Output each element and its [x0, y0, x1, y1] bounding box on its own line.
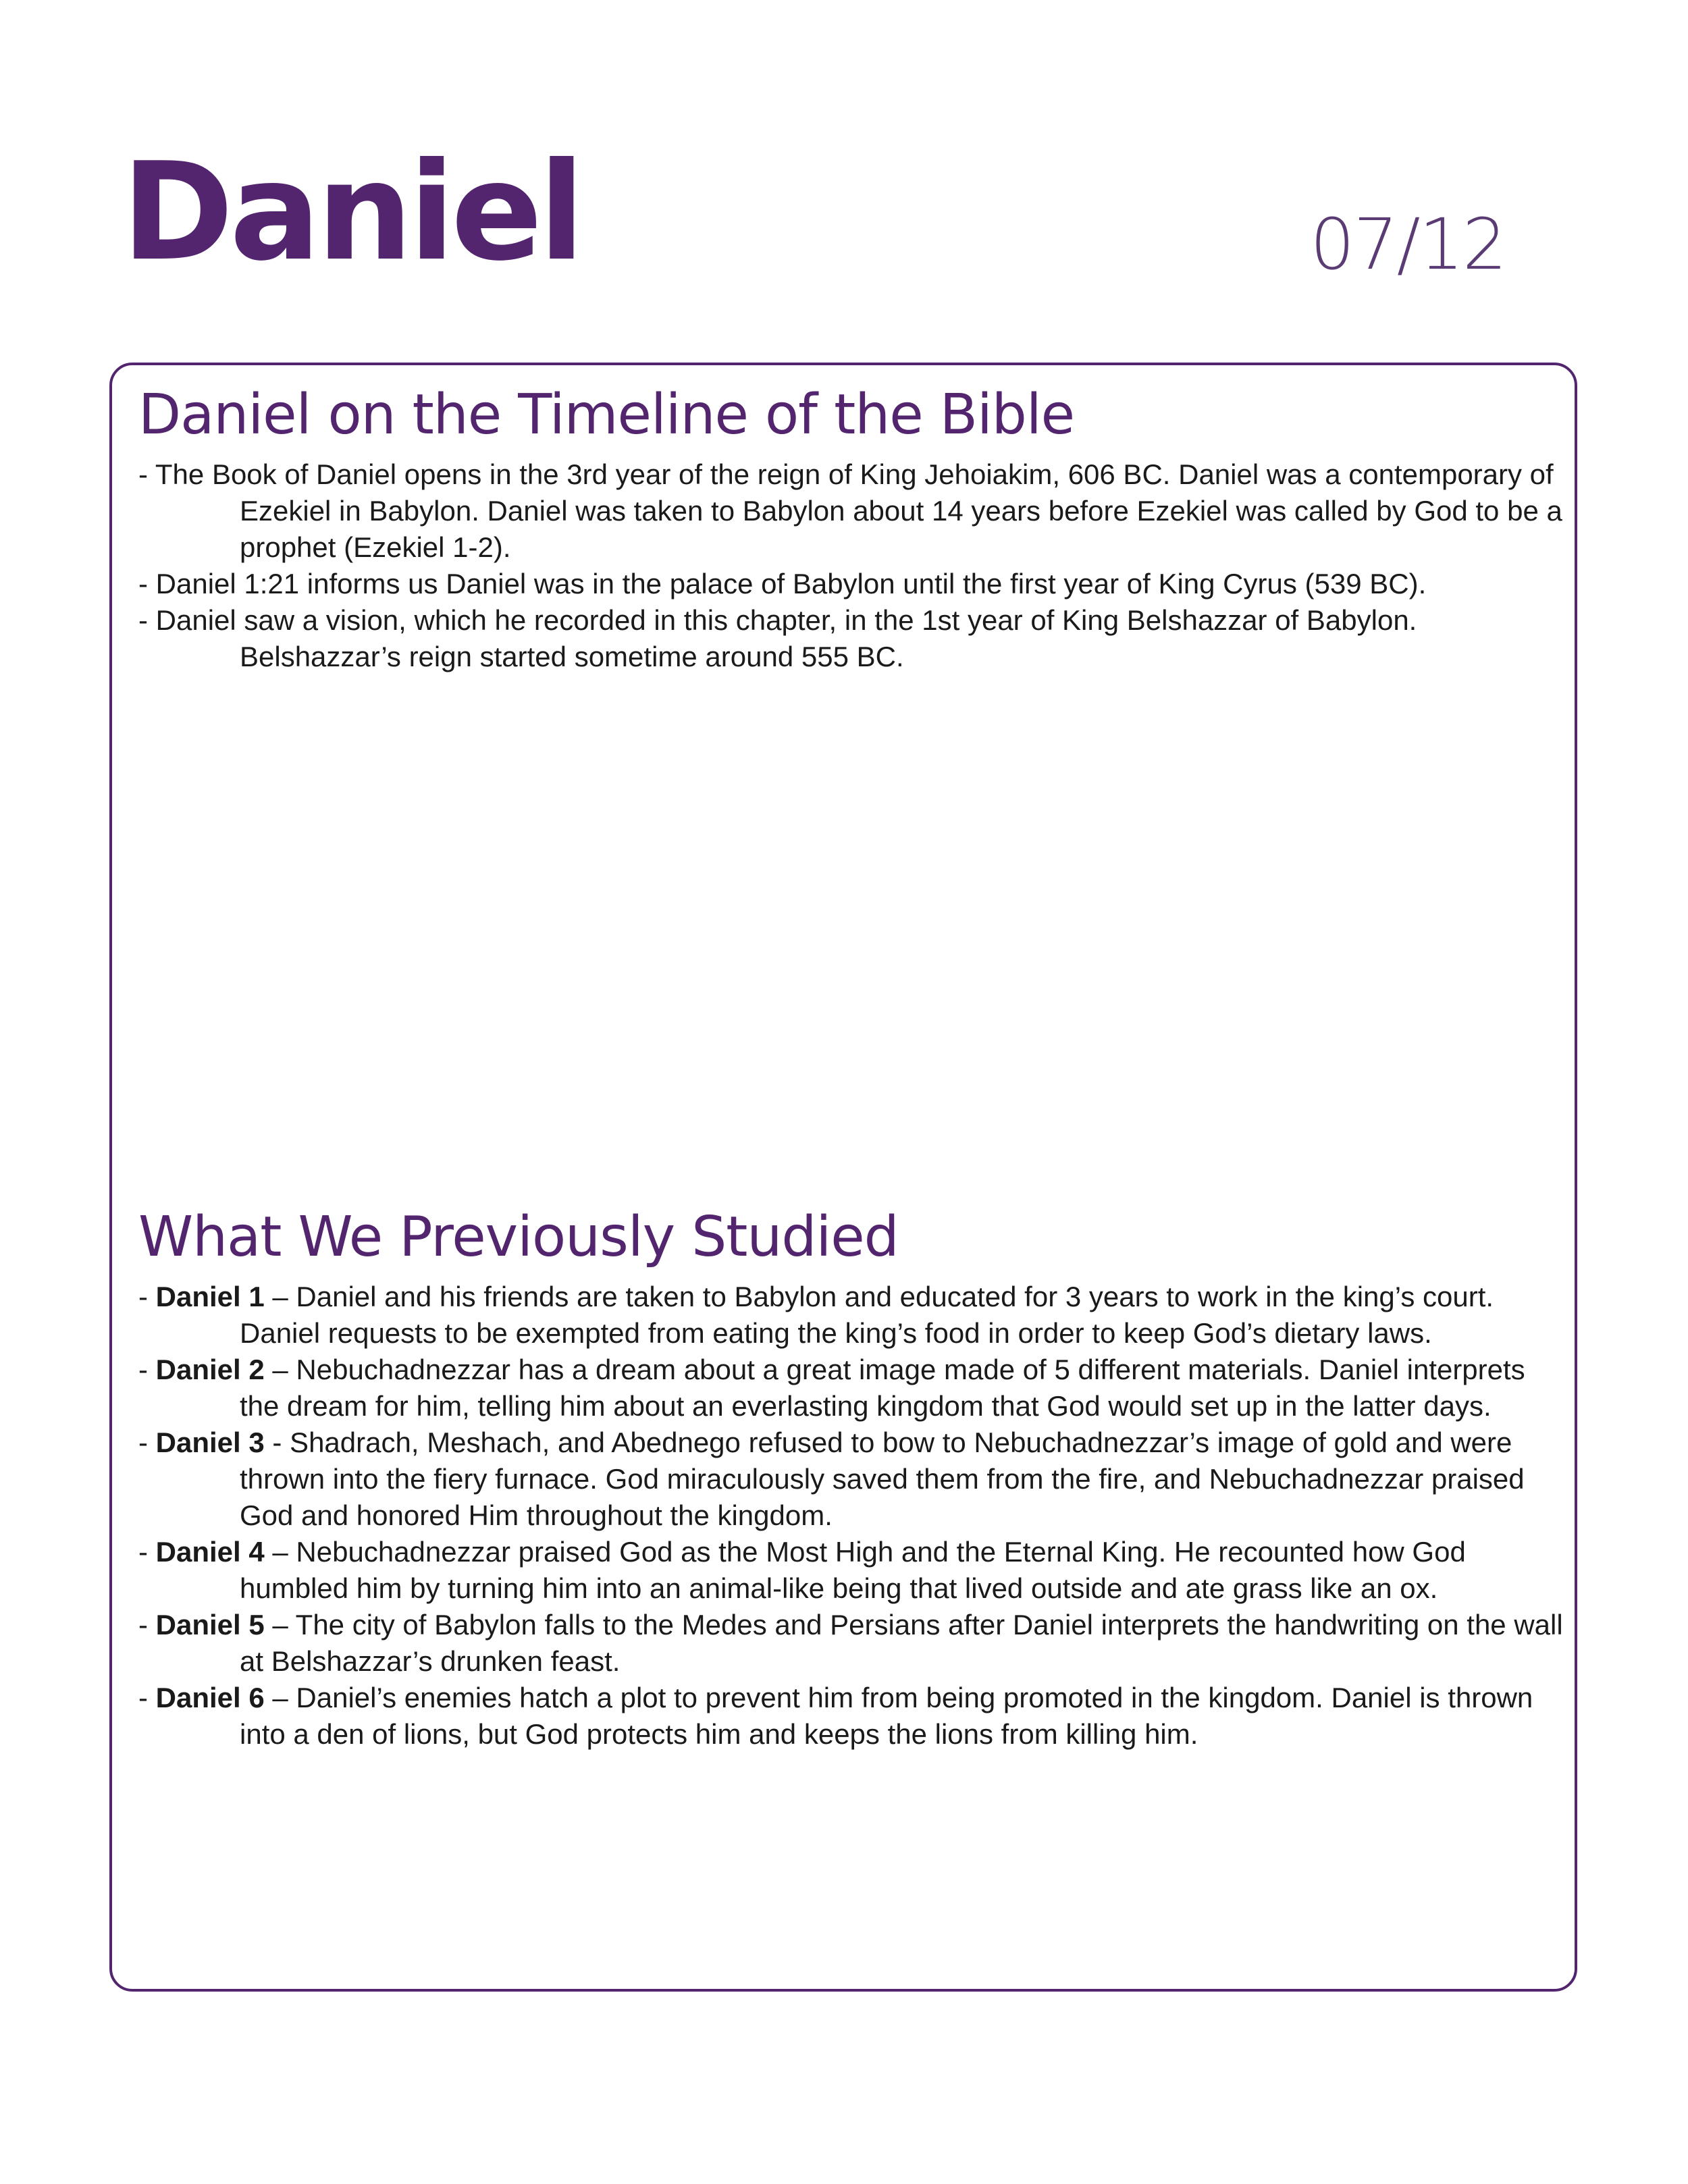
study-item-summary: – The city of Babylon falls to the Medes and Persians after Daniel interprets the handwriting on the wall at Belshazzar’s drunken feast.: [240, 1609, 1563, 1678]
study-item-chapter: Daniel 3: [155, 1427, 265, 1459]
timeline-heading: Daniel on the Timeline of the Bible: [138, 383, 1075, 447]
timeline-item: - The Book of Daniel opens in the 3rd year of the reign of King Jehoiakim, 606 BC. Daniel was a contemporary of Ezekiel in Babylon. Daniel was taken to Babylon about 14 years before Ezekiel was called by God to be a prophet (Ezekiel 1-2).: [138, 458, 1562, 564]
study-item-prefix: -: [138, 1427, 156, 1459]
study-item: [138, 1534, 1570, 1607]
timeline-item: - Daniel saw a vision, which he recorded in this chapter, in the 1st year of King Belshazzar of Babylon. Belshazzar’s reign started sometime around 555 BC.: [138, 604, 1417, 673]
study-item-chapter: Daniel 4: [155, 1536, 265, 1568]
study-item-summary: - Shadrach, Meshach, and Abednego refused to bow to Nebuchadnezzar’s image of gold and were thrown into the fiery furnace. God miraculously saved them from the fire, and Nebuchadnezzar praised God and honored Him throughout the kingdom.: [240, 1427, 1525, 1532]
study-item: [138, 1680, 1570, 1753]
study-item-prefix: -: [138, 1536, 156, 1568]
study-item-summary: – Nebuchadnezzar has a dream about a great image made of 5 different materials. Daniel interprets the dream for him, telling him about an everlasting kingdom that God would set up in the latter days.: [240, 1354, 1525, 1422]
study-item-prefix: -: [138, 1354, 156, 1386]
study-item-prefix: -: [138, 1609, 156, 1641]
study-item-prefix: -: [138, 1682, 156, 1714]
study-item-chapter: Daniel 6: [155, 1682, 265, 1714]
study-item: [138, 1352, 1570, 1424]
page-title: Daniel: [122, 134, 581, 291]
timeline-item: - Daniel 1:21 informs us Daniel was in the palace of Babylon until the first year of King Cyrus (539 BC).: [138, 568, 1427, 600]
previous-studies-list: [138, 1279, 1570, 1753]
study-item-summary: – Nebuchadnezzar praised God as the Most High and the Eternal King. He recounted how God humbled him by turning him into an animal-like being that lived outside and ate grass like an ox.: [240, 1536, 1466, 1605]
study-item: [138, 1607, 1570, 1680]
study-item-prefix: -: [138, 1281, 156, 1313]
timeline-list: [138, 456, 1570, 675]
study-item-summary: – Daniel and his friends are taken to Babylon and educated for 3 years to work in the king’s court. Daniel requests to be exempted from eating the king’s food in order to keep God’s dietary laws.: [240, 1281, 1494, 1350]
study-item-chapter: Daniel 1: [155, 1281, 265, 1313]
previous-studies-heading: What We Previously Studied: [138, 1205, 899, 1269]
timeline-section: [138, 382, 1570, 675]
previous-studies-section: [138, 1204, 1570, 1753]
study-item-chapter: Daniel 2: [155, 1354, 265, 1386]
study-item-chapter: Daniel 5: [155, 1609, 265, 1641]
page-date: 07/12: [1310, 203, 1506, 286]
study-item-summary: – Daniel’s enemies hatch a plot to prevent him from being promoted in the kingdom. Daniel is thrown into a den of lions, but God protects him and keeps the lions from killing him.: [240, 1682, 1533, 1751]
study-item: [138, 1424, 1570, 1534]
study-item: [138, 1279, 1570, 1352]
